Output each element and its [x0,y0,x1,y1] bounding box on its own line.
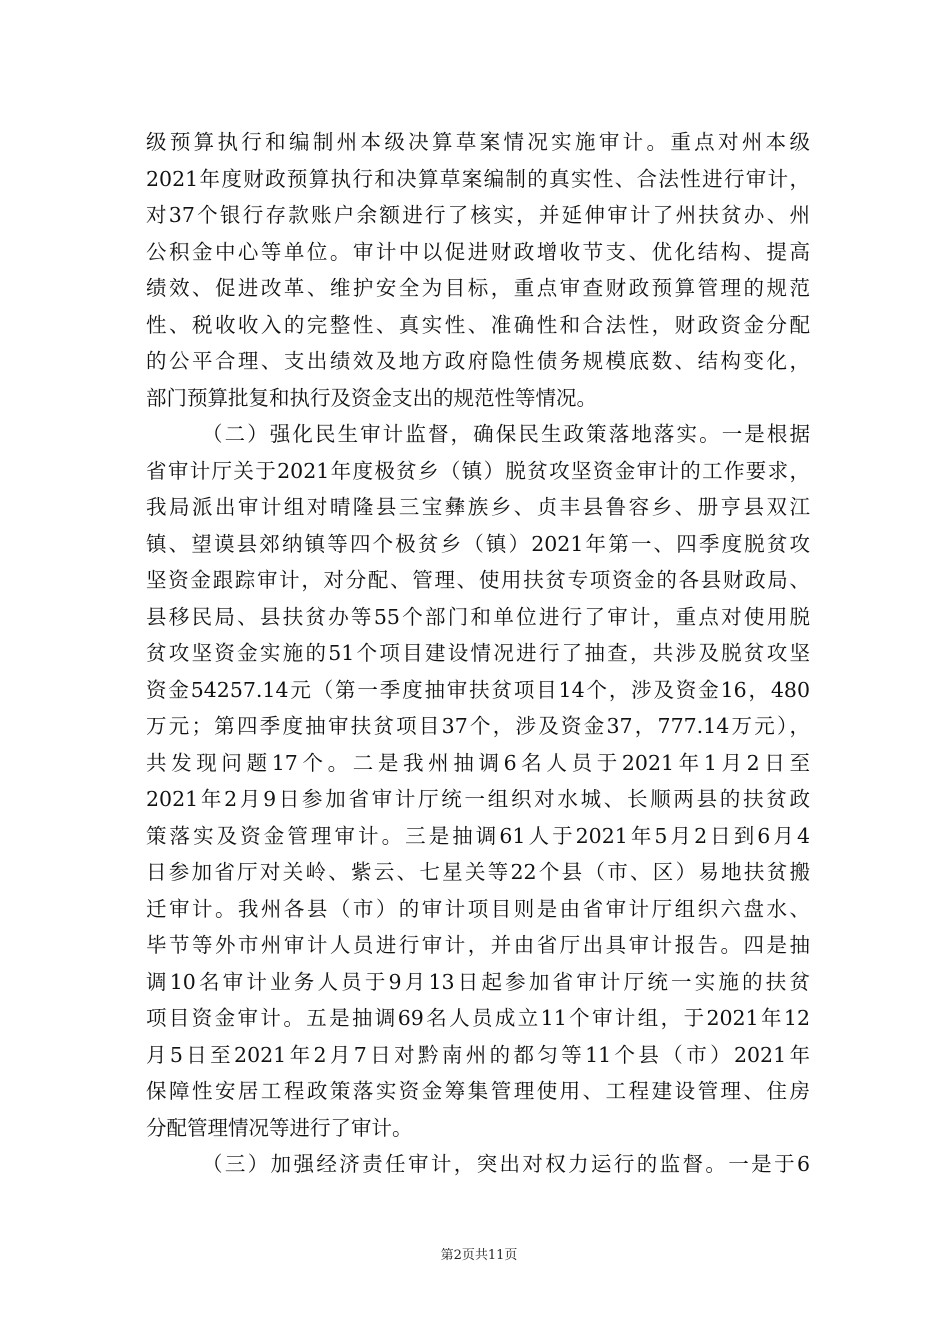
text-line: 2021年2月9日参加省审计厅统一组织对水城、长顺两县的扶贫政 [146,787,810,811]
text-line: 贫攻坚资金实施的51个项目建设情况进行了抽查，共涉及脱贫攻坚 [146,641,810,665]
section-heading-line: （三）加强经济责任审计，突出对权力运行的监督。一是于6 [202,1152,810,1176]
text-line: 绩效、促进改革、维护安全为目标，重点审查财政预算管理的规范 [146,276,810,300]
paragraph-economic-responsibility-audit [146,1146,810,1183]
text-line: 的公平合理、支出绩效及地方政府隐性债务规模底数、结构变化， [146,349,810,373]
text-line: 对37个银行存款账户余额进行了核实，并延伸审计了州扶贫办、州 [146,203,810,227]
page-number: 第2页共11页 [440,1248,518,1263]
document-body [146,124,810,1183]
text-line: 2021年度财政预算执行和决算草案编制的真实性、合法性进行审计， [146,166,810,191]
text-line: 日参加省厅对关岭、紫云、七星关等22个县（市、区）易地扶贫搬 [146,860,810,884]
text-line: 资金54257.14元（第一季度抽审扶贫项目14个，涉及资金16，480 [146,677,810,702]
text-line: 省审计厅关于2021年度极贫乡（镇）脱贫攻坚资金审计的工作要求， [146,458,810,483]
text-line: 分配管理情况等进行了审计。 [146,1115,413,1140]
text-line: 迁审计。我州各县（市）的审计项目则是由省审计厅组织六盘水、 [146,896,810,921]
text-line: 策落实及资金管理审计。三是抽调61人于2021年5月2日到6月4 [146,823,810,848]
text-line: 公积金中心等单位。审计中以促进财政增收节支、优化结构、提高 [146,239,810,264]
section-heading-line: （二）强化民生审计监督，确保民生政策落地落实。一是根据 [202,422,810,446]
text-line: 性、税收收入的完整性、真实性、准确性和合法性，财政资金分配 [146,312,810,337]
text-line: 部门预算批复和执行及资金支出的规范性等情况。 [146,385,597,410]
text-line: 镇、望谟县郊纳镇等四个极贫乡（镇）2021年第一、四季度脱贫攻 [146,531,810,556]
text-line: 坚资金跟踪审计，对分配、管理、使用扶贫专项资金的各县财政局、 [146,568,810,592]
text-line: 县移民局、县扶贫办等55个部门和单位进行了审计，重点对使用脱 [146,604,810,629]
text-line: 级预算执行和编制州本级决算草案情况实施审计。重点对州本级 [146,130,810,154]
text-line: 保障性安居工程政策落实资金筹集管理使用、工程建设管理、住房 [146,1079,810,1103]
text-line: 毕节等外市州审计人员进行审计，并由省厅出具审计报告。四是抽 [146,933,810,957]
paragraph-livelihood-audit [146,416,810,1146]
text-line: 月5日至2021年2月7日对黔南州的都匀等11个县（市）2021年 [146,1042,810,1067]
text-line: 共发现问题17个。二是我州抽调6名人员于2021年1月2日至 [146,750,810,775]
paragraph-budget-audit [146,124,810,416]
text-line: 我局派出审计组对晴隆县三宝彝族乡、贞丰县鲁容乡、册亨县双江 [146,495,810,519]
text-line: 项目资金审计。五是抽调69名人员成立11个审计组，于2021年12 [146,1006,810,1030]
text-line: 万元；第四季度抽审扶贫项目37个，涉及资金37，777.14万元）， [146,714,810,738]
text-line: 调10名审计业务人员于9月13日起参加省审计厅统一实施的扶贫 [146,969,810,994]
